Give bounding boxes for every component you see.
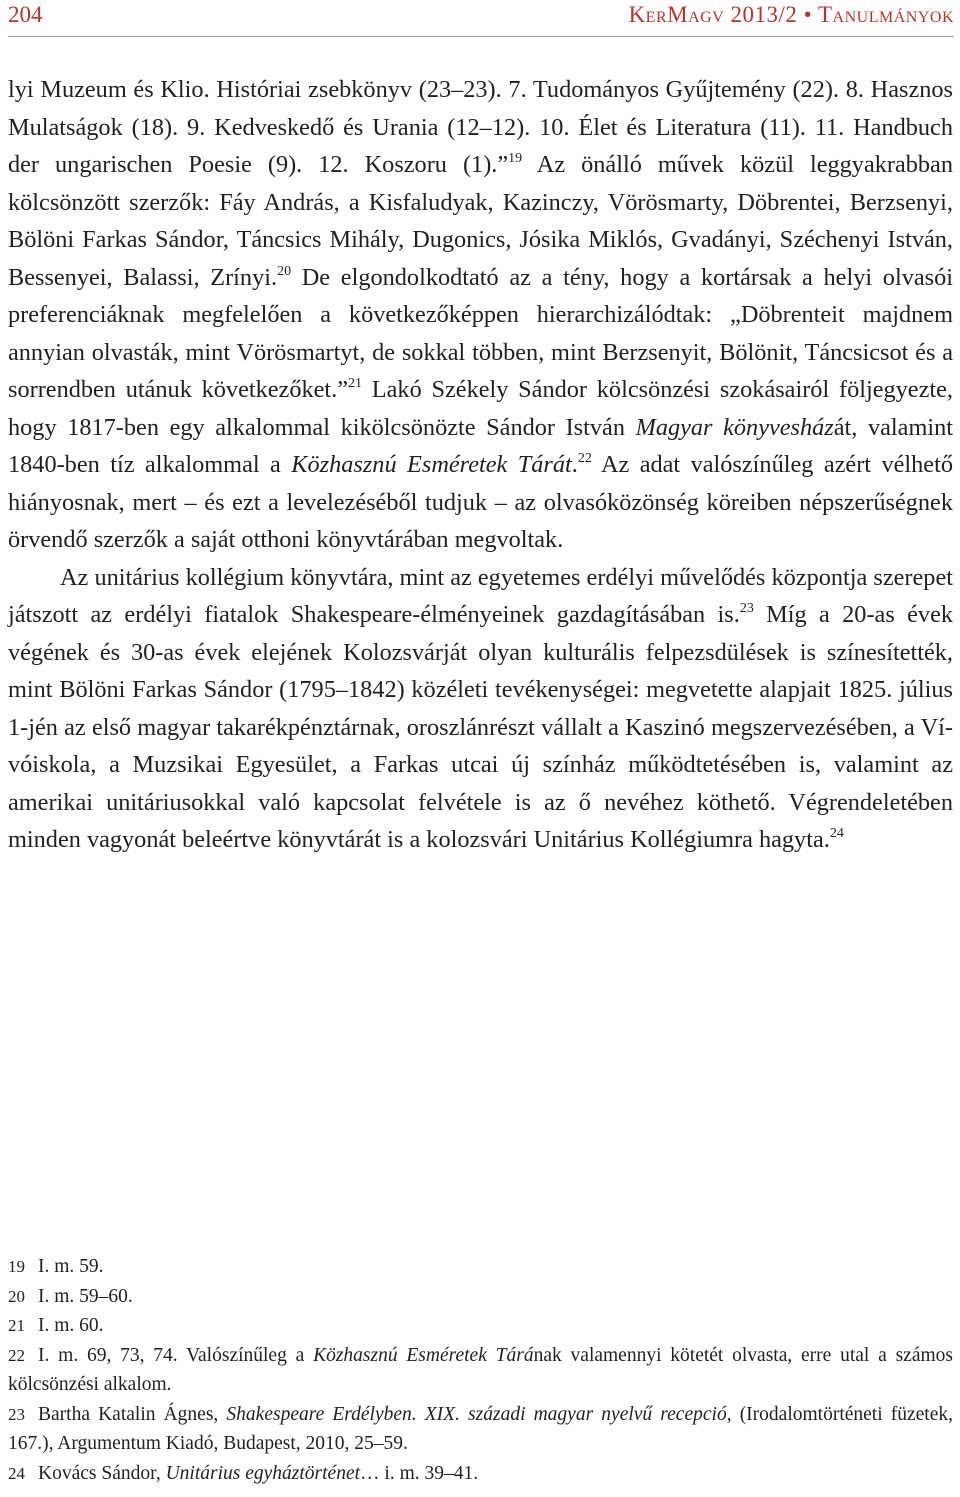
text-run: . xyxy=(571,451,578,478)
footnote-ref-20[interactable]: 20 xyxy=(277,263,292,279)
footnote-ref-23[interactable]: 23 xyxy=(739,601,754,616)
footnote-20 xyxy=(8,1282,953,1312)
footnote-text: I. m. 59–60. xyxy=(38,1285,133,1307)
book-title: Közhasznú Esméretek Tárát xyxy=(291,451,572,478)
footnote-text: I. m. 59. xyxy=(38,1256,104,1277)
footnote-24 xyxy=(8,1459,953,1489)
footnote-19 xyxy=(8,1252,953,1282)
footnote-number: 19 xyxy=(8,1257,25,1276)
text-run: Lakó Székely Sándor kölcsönzési szokásairól följegyezte, hogy 1817-ben egy alkalommal kikölcsönözte Sándor István xyxy=(8,376,953,441)
footnote-italic: Shakespeare Erdélyben. XIX. századi magyar nyelvű recepció xyxy=(226,1403,727,1425)
footnote-text: nak valamennyi kötetét olvasta, erre utal a számos kölcsönzési alkalom. xyxy=(8,1344,953,1395)
footnote-number: 22 xyxy=(8,1345,25,1365)
page-number: 204 xyxy=(8,2,43,27)
paragraph-1 xyxy=(8,71,953,559)
footnote-italic: Közhasznú Esméretek Tárá xyxy=(313,1344,534,1366)
footnote-ref-21[interactable]: 21 xyxy=(348,376,363,391)
footnote-number: 24 xyxy=(8,1463,25,1483)
main-text xyxy=(8,71,953,859)
text-run: Az adat valószínűleg azért vélhető hiányosnak, mert – és ezt a levelezéséből tudjuk – az olvasóközönség köreiben népszerűségnek örvendő szerzők a saját otthoni könyvtárában megvoltak. xyxy=(8,451,953,553)
header-divider xyxy=(8,36,954,37)
footnote-text: I. m. 60. xyxy=(38,1315,104,1336)
footnote-23 xyxy=(8,1400,953,1459)
footnotes xyxy=(8,1252,953,1488)
book-title: Magyar könyvesház xyxy=(635,413,834,441)
footnote-text: I. m. 69, 73, 74. Valószínűleg a xyxy=(38,1344,314,1366)
text-run: Az önálló művek közül leggyakrabban kölcsönzött szerzők: Fáy András, a Kisfaludyak, Kazinczy, Vörösmarty, Döbrentei, Berzsenyi, Bölöni Farkas Sándor, Táncsics Mihály, Dugonics, Jósika Miklós, Gvadányi, Széchenyi István, Bessenyei, Balassi, Zrínyi. xyxy=(8,151,953,291)
footnote-text: Bartha Katalin Ágnes, xyxy=(38,1403,227,1425)
text-run: De elgondolkodtató az a tény, hogy a kortársak a helyi olvasói preferenciáknak megfelelően a következőképpen hierarchizálódtak: „Döbrenteit majdnem annyian olvasták, mint Vörösmartyt, de sokkal többen, mint Berzsenyit, Bölönit, Táncsicsot és a sorrendben utánuk következőket.” xyxy=(8,263,953,403)
paragraph-2 xyxy=(8,559,953,859)
footnote-21 xyxy=(8,1311,953,1341)
footnote-number: 20 xyxy=(8,1286,25,1306)
text-run: Míg a 20-as évek végének és 30-as évek elejének Kolozsvárját olyan kulturális felpezsdülések is színesítették, mint Bölöni Farkas Sándor (1795–1842) közéleti tevékenységei: megvetette alapjait 1825. július 1-jén az első magyar takarékpénztárnak, oroszlánrészt vállalt a Kaszinó megszervezésében, a Vívóiskola, a Muzsikai Egyesület, a Farkas utcai új színház működtetésében is, valamint az amerikai unitáriusokkal való kapcsolat felvétele is az ő nevéhez köthető. Végrendeletében minden vagyonát beleértve könyvtárát is a kolozsvári Unitárius Kollégiumra hagyta. xyxy=(8,601,953,853)
footnote-22 xyxy=(8,1341,953,1400)
text-run: át, valamint 1840-ben tíz alkalommal a xyxy=(8,413,954,478)
text-run: Az unitárius kollégium könyvtára, mint az egyetemes erdélyi művelődés központja szerepet játszott az erdélyi fiatalok Shakespeare-élményeinek gazdagításában is. xyxy=(8,563,953,628)
footnote-number: 21 xyxy=(8,1316,25,1335)
footnote-text: , (Irodalomtörténeti füzetek, 167.), Argumentum Kiadó, Budapest, 2010, 25–59. xyxy=(8,1403,954,1454)
footnote-text: … i. m. 39–41. xyxy=(360,1462,479,1484)
running-head: KerMagv 2013/2 • Tanulmányok xyxy=(628,2,954,27)
footnote-ref-24[interactable]: 24 xyxy=(829,826,844,841)
footnote-italic: Unitárius egyháztörténet xyxy=(165,1462,361,1484)
page-header xyxy=(8,0,954,30)
text-run: lyi Muzeum és Klio. Históriai zsebkönyv (23–23). 7. Tudományos Gyűjtemény (22). 8. Hasznos Mulatságok (18). 9. Kedveskedő és Urania (12–12). 10. Élet és Literatura (11). 11. Handbuch der ungarischen Poesie (9). 12. Koszoru (1).” xyxy=(8,76,953,178)
footnote-ref-22[interactable]: 22 xyxy=(577,451,592,466)
footnote-number: 23 xyxy=(8,1404,25,1424)
footnote-text: Kovács Sándor, xyxy=(38,1462,166,1484)
footnote-ref-19[interactable]: 19 xyxy=(508,151,523,166)
